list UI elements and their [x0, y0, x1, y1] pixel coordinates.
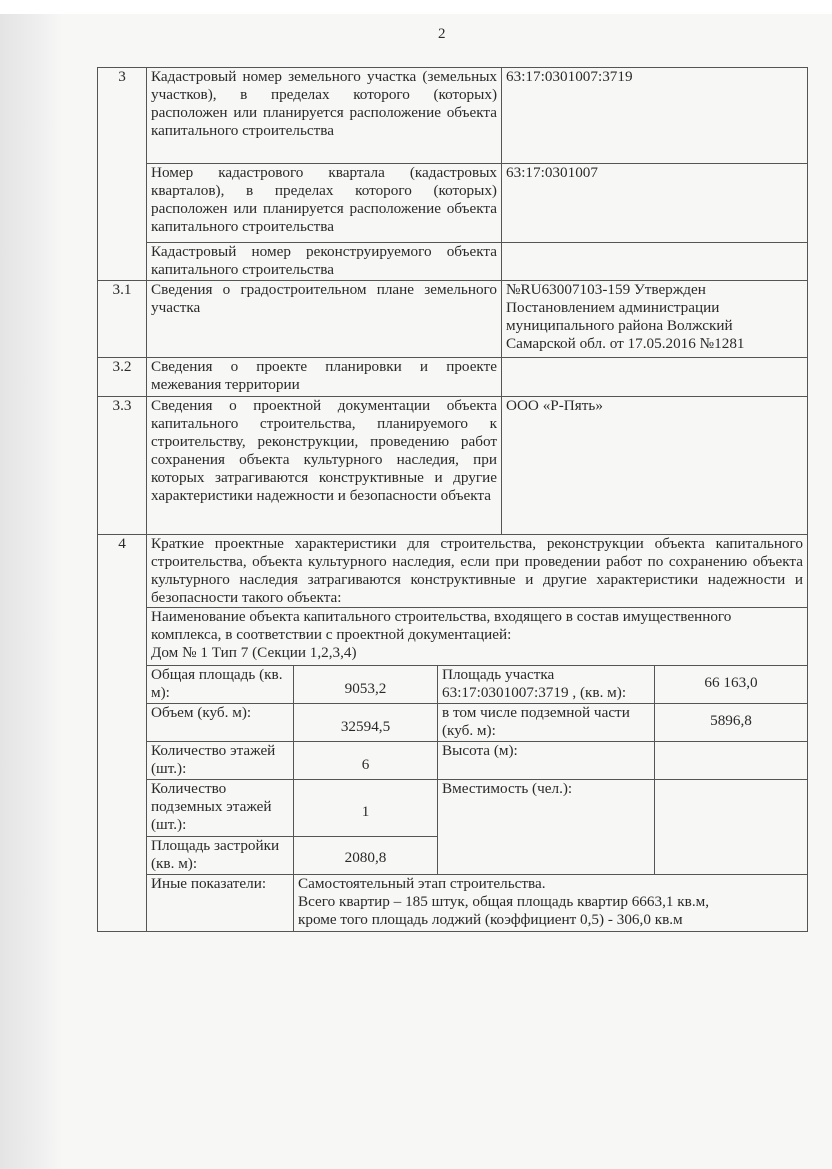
table-row: [98, 397, 808, 535]
other-line: кроме того площадь лоджий (коэффициент 0,5) - 306,0 кв.м: [298, 911, 683, 928]
row-number: 4: [98, 535, 147, 932]
section-4-intro: Краткие проектные характеристики для строительства, реконструкции объекта капитального строительства, объекта культурного наследия, если при проведении работ по сохранению объекта культурного наследия затрагиваются конструктивные и другие характеристики надежности и безопасности такого объекта:: [151, 535, 803, 606]
table-row: [98, 243, 808, 281]
row-value: №RU63007103-159 Утвержден Постановлением администрации муниципального района Волжский Самарской обл. от 17.05.2016 №1281: [502, 281, 808, 358]
row-number: 3.1: [98, 281, 147, 358]
table-row: [98, 68, 808, 164]
char-label: Количество подземных этажей (шт.):: [147, 780, 294, 837]
table-row: [147, 704, 807, 742]
char-value: [655, 742, 808, 780]
row-number: 3.2: [98, 358, 147, 397]
scan-top-margin: [0, 0, 832, 14]
characteristics-table: [147, 665, 807, 931]
char-label: Площадь застройки (кв. м):: [147, 837, 294, 875]
char-label: Площадь участка 63:17:0301007:3719 , (кв. м):: [438, 666, 655, 704]
char-label: Объем (куб. м):: [147, 704, 294, 742]
char-value: 32594,5: [294, 704, 438, 742]
char-value: 1: [294, 780, 438, 837]
other-indicators-value: [294, 875, 808, 931]
char-value: 66 163,0: [655, 666, 808, 704]
table-row: [147, 666, 807, 704]
row-label: Сведения о проекте планировки и проекте межевания территории: [147, 358, 502, 397]
char-label: Иные показатели:: [147, 875, 294, 931]
row-number: 3: [98, 68, 147, 281]
page-number: 2: [438, 26, 446, 42]
row-label: Номер кадастрового квартала (кадастровых кварталов), в пределах которого (которых) расположен или планируется расположение объекта капитального строительства: [147, 164, 502, 243]
char-label: Общая площадь (кв. м):: [147, 666, 294, 704]
table-row: [147, 780, 807, 837]
char-value: 6: [294, 742, 438, 780]
row-value: [502, 358, 808, 397]
row-label: Кадастровый номер земельного участка (земельных участков), в пределах которого (которых) расположен или планируется расположение объекта капитального строительства: [147, 68, 502, 164]
table-row: [98, 164, 808, 243]
section-4-cell: [147, 535, 808, 932]
char-value: 2080,8: [294, 837, 438, 875]
row-label: Кадастровый номер реконструируемого объекта капитального строительства: [147, 243, 502, 281]
permit-details-table: [97, 67, 808, 932]
scan-edge-shadow: [0, 0, 62, 1169]
table-row: [98, 358, 808, 397]
row-number: 3.3: [98, 397, 147, 535]
char-label: в том числе подземной части (куб. м):: [438, 704, 655, 742]
char-label: Количество этажей (шт.):: [147, 742, 294, 780]
char-value: 9053,2: [294, 666, 438, 704]
object-name-block: [147, 607, 807, 665]
table-row: [98, 281, 808, 358]
row-value: [502, 243, 808, 281]
char-value: 5896,8: [655, 704, 808, 742]
object-name-value: Дом № 1 Тип 7 (Секции 1,2,3,4): [151, 644, 357, 661]
row-label: Сведения о градостроительном плане земельного участка: [147, 281, 502, 358]
other-line: Самостоятельный этап строительства.: [298, 875, 546, 892]
other-line: Всего квартир – 185 штук, общая площадь квартир 6663,1 кв.м,: [298, 893, 710, 910]
char-value: [655, 780, 808, 875]
char-label: Вместимость (чел.):: [438, 780, 655, 875]
row-value: 63:17:0301007:3719: [502, 68, 808, 164]
table-row: [147, 742, 807, 780]
table-row: [147, 875, 807, 931]
row-label: Сведения о проектной документации объекта капитального строительства, планируемого к строительству, реконструкции, проведению работ сохранения объекта культурного наследия, при которых затрагиваются конструктивные и другие характеристики надежности и безопасности объекта: [147, 397, 502, 535]
char-label: Высота (м):: [438, 742, 655, 780]
table-row: [98, 535, 808, 932]
row-value: 63:17:0301007: [502, 164, 808, 243]
object-name-label: Наименование объекта капитального строительства, входящего в состав имущественного комплекса, в соответствии с проектной документацией:: [151, 608, 732, 643]
row-value: ООО «Р-Пять»: [502, 397, 808, 535]
